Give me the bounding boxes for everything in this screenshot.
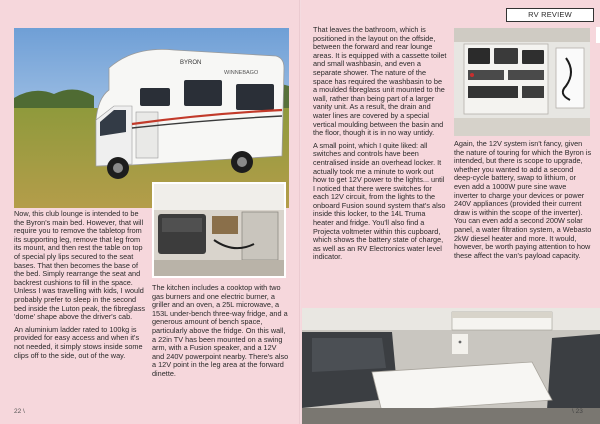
paragraph: An aluminium ladder rated to 100kg is provided for easy access and when it's not needed, it simply stows inside some clips off to the side, out of the way. <box>14 324 143 360</box>
paragraph: A small point, which I quite liked: all switches and controls have been centralised inside an overhead locker. It actually took me a minute to work out how to get 12V power to the lights... until I noticed that there were switches for each 12V circuit, from the lights to the onboard Fusion sound system that's also inside this locker, to the 14L Truma heater and fridge. You'll also find a Projecta voltmeter within this cupboard, which shows the battery state of charge, as well as an RV Electronics water level indicator. <box>313 140 446 262</box>
section-tag: RV REVIEW <box>506 8 594 22</box>
right-page-number: \ 23 <box>572 408 583 415</box>
column-3 <box>313 26 447 266</box>
column-1 <box>14 210 148 364</box>
storage-photo <box>152 182 286 278</box>
paragraph: That leaves the bathroom, which is positioned in the layout on the offside, between the forward and rear lounge areas. It is equipped with a cassette toilet and small washbasin, and even a separate shower. The nature of the space has required the washbasin to be a moulded fibreglass unit mounted to the wall, rather than being part of a larger vanity unit. As a result, the drain and water lines are covered by a special vertical moulding between the basin and the floor, though it is in no way untidy. <box>313 25 447 138</box>
motorhome-badge: BYRON <box>180 60 202 66</box>
switch-panel-illustration <box>454 28 590 136</box>
column-2 <box>152 284 290 383</box>
dinette-illustration <box>302 308 600 424</box>
spine-gutter <box>299 0 301 424</box>
left-page-number: 22 \ <box>14 408 25 415</box>
dinette-photo <box>302 308 600 424</box>
paragraph: Again, the 12V system isn't fancy, given the nature of touring for which the Byron is intended, but there is scope to upgrade, whether you wanted to add a second deep-cycle battery, swap to lithium, or even add a 1000W pure sine wave inverter to charge your devices or power 240V appliances (provided their current draw is within the scope of the inverter). You can even add a second 200W solar panel, a water filtration system, a Webasto 2kW diesel heater and more. It would, however, be worth paying attention to how these affect the van's payload capacity. <box>454 139 592 260</box>
switch-panel-photo <box>454 28 590 136</box>
paragraph: Now, this club lounge is intended to be the Byron's main bed. However, that will require you to remove the tabletop from its supporting leg, remove that leg from its mount, and then rest the table on top of special ply lips secured to the seat bases. That then becomes the base of the bed. Simply rearrange the seat and backrest cushions to fill in the space. Unless I was travelling with kids, I would probably prefer to sleep in the second bed inside the Luton peak, the fibreglass 'dome' shape above the driver's cab. <box>14 209 146 322</box>
column-4 <box>454 140 592 264</box>
motorhome-brand: WINNEBAGO <box>224 70 259 76</box>
motorhome-illustration <box>14 28 289 208</box>
motorhome-photo <box>14 28 289 208</box>
paragraph: The kitchen includes a cooktop with two gas burners and one electric burner, a griller and an oven, a 25L microwave, a 153L under-bench three-way fridge, and a generous amount of bench space, particularly above the fridge. On this wall, a 22in TV has been mounted on a swing arm, with a Fusion speaker, and a 12V and 240V powerpoint nearby. There's also a 12V point in the leg area at the forward dinette. <box>152 283 289 378</box>
storage-illustration <box>154 184 284 276</box>
page-tab <box>596 27 600 43</box>
